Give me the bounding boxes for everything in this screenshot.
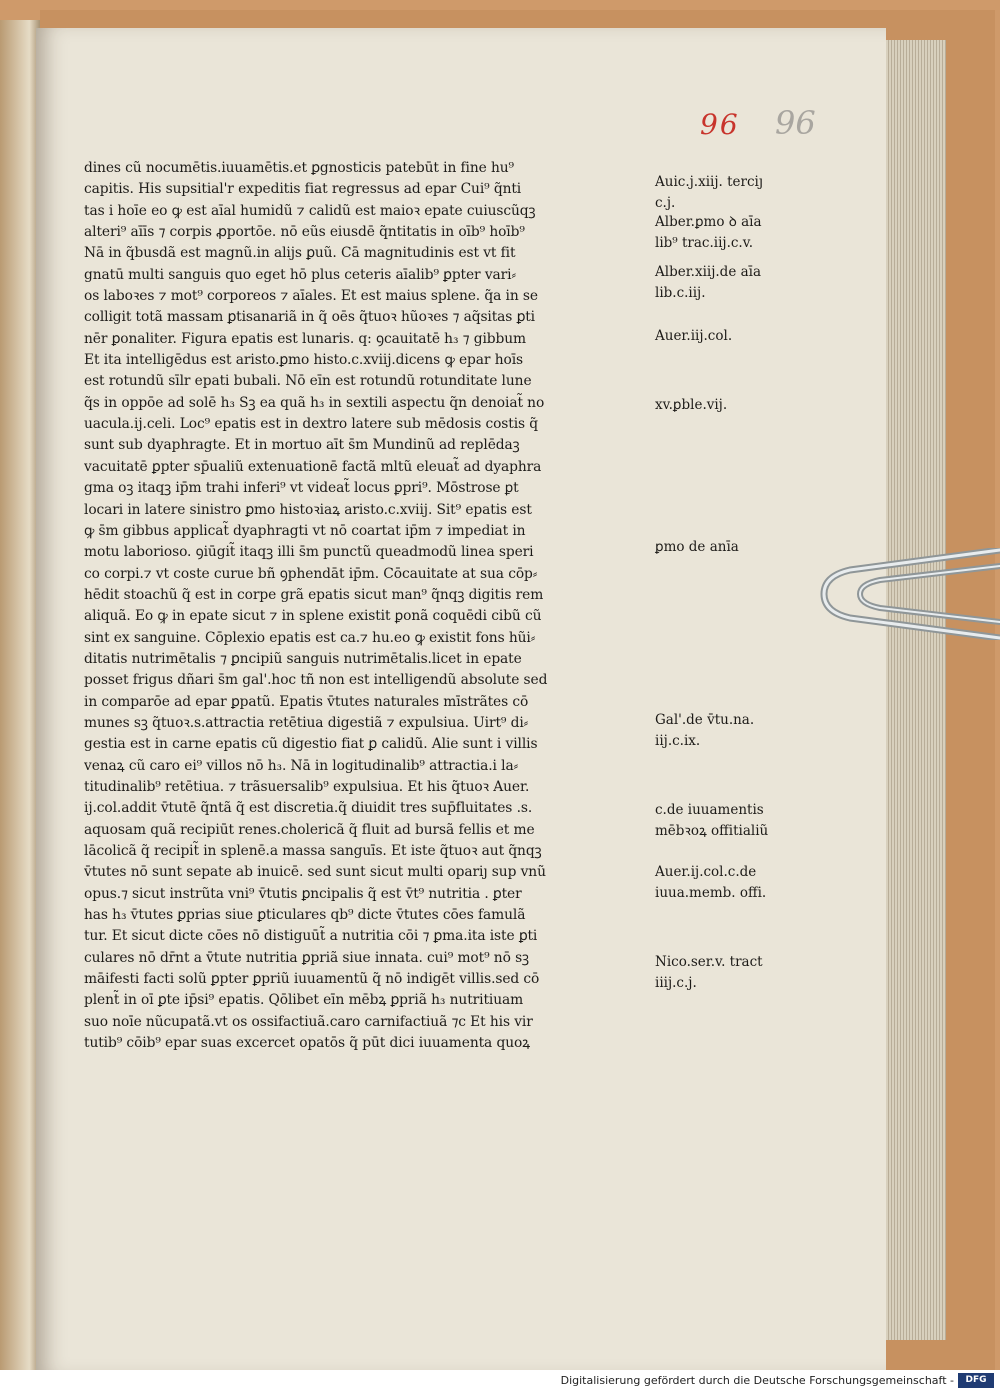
text-line: opus.⁊ sicut instrũta vni⁹ v̄tutis ꝑncipalis q̃ est v̄t⁹ nutritia . ꝑter bbox=[84, 885, 522, 902]
text-line: motu laborioso. ꝯiūgit̃ itaqꝫ illi s̄m punctũ queadmodũ linea speri bbox=[84, 544, 534, 561]
text-line: tur. Et sicut dicte cōes nō distiguūt̃ a nutritia cōi ⁊ ꝑma.ita iste ꝑti bbox=[84, 928, 538, 945]
text-line: os laboꝛes ⁊ mot⁹ corporeos ⁊ aīales. Et est maius splene. q̃a in se bbox=[84, 288, 538, 305]
text-line: ij.col.addit v̄tutē q̃ntã q̃ est discretia.q̃ diuidit tres sup̄fluitates .s. bbox=[84, 800, 533, 817]
marginal-note-line: iij.c.ix. bbox=[655, 732, 701, 749]
marginal-note-line: ꝑmo de anīa bbox=[655, 539, 739, 555]
text-line: q̃s in oppōe ad solē h₃ Sꝫ ea quã h₃ in sextili aspectu q̃n denoiat̃ no bbox=[84, 394, 545, 411]
text-line: sint ex sanguine. Cōplexio epatis est ca.⁊ hu.eo ꝙ existit fons hũi⸗ bbox=[84, 629, 536, 646]
text-line: nēr ꝑonaliter. Figura epatis est lunaris. q: ꝯcauitatē h₃ ⁊ gibbum bbox=[84, 330, 526, 347]
text-line: aliquã. Eo ꝙ in epate sicut ⁊ in splene existit ꝑonã coquēdi cibũ cũ bbox=[84, 608, 542, 625]
marginal-note bbox=[655, 537, 739, 558]
digitization-credit: Digitalisierung gefördert durch die Deutsche Forschungsgemeinschaft - bbox=[560, 1374, 954, 1387]
text-line: co corpi.⁊ vt coste curue bñ ꝯphendāt ip̄m. Cōcauitate at sua cōp⸗ bbox=[84, 565, 538, 582]
text-line: hēdit stoachũ q̃ est in corpe grã epatis sicut man⁹ q̃nqꝫ digitis rem bbox=[84, 586, 544, 603]
main-text-column bbox=[84, 158, 644, 1054]
marginal-note bbox=[655, 172, 763, 213]
text-line: colligit totã massam ꝑtisanariã in q̃ oēs q̃tuoꝛ hũoꝛes ⁊ aq̃sitas ꝑti bbox=[84, 309, 535, 326]
text-line: sunt sub dyaphragte. Et in mortuo aīt s̄m Mundinũ ad replēdaꝫ bbox=[84, 437, 520, 454]
page-edges bbox=[886, 40, 946, 1340]
marginal-note-line: lib⁹ trac.iij.c.v. bbox=[655, 234, 754, 251]
text-line: posset frigus dñari s̄m gal'.hoc tñ non est intelligendũ absolute sed bbox=[84, 672, 548, 689]
marginal-note-line: iiij.c.j. bbox=[655, 974, 697, 991]
marginal-note-line: mēbꝛoꝝ offitialiũ bbox=[655, 822, 769, 839]
marginal-note bbox=[655, 326, 732, 347]
marginal-note-line: iuua.memb. offi. bbox=[655, 884, 767, 901]
text-line: Nā in q̃busdã est magnũ.in alijs ꝑuũ. Cā magnitudinis est vt fit bbox=[84, 245, 516, 262]
marginal-note bbox=[655, 800, 768, 841]
text-line: in comparōe ad epar ꝑpatũ. Epatis v̄tutes naturales mīstrãtes cō bbox=[84, 693, 529, 710]
marginal-note-line: Nico.ser.v. tract bbox=[655, 954, 763, 970]
marginal-note-line: c.j. bbox=[655, 194, 676, 211]
text-line: māifesti facti solũ ꝑpter ꝑpriũ iuuamentũ q̃ nō indigēt villis.sed cō bbox=[84, 971, 540, 988]
folio-number-pencil: 96 bbox=[775, 104, 816, 142]
marginal-note-line: Gal'.de v̄tu.na. bbox=[655, 712, 755, 728]
text-line: aquosam quã recipiūt renes.cholericã q̃ fluit ad bursã fellis et me bbox=[84, 821, 535, 838]
page-clip bbox=[820, 548, 1000, 640]
footer-bar bbox=[0, 1370, 1000, 1392]
text-line: tas i hoīe eo ꝙ est aīal humidũ ⁊ calidũ est maioꝛ epate cuiuscũqꝫ bbox=[84, 202, 536, 219]
marginal-note-line: Auer.ij.col.c.de bbox=[655, 864, 757, 880]
folio-number-red: 96 bbox=[700, 108, 740, 141]
marginal-note-line: Alber.xiij.de aīa bbox=[655, 264, 762, 280]
marginal-note-line: xv.ꝑble.vij. bbox=[655, 397, 728, 413]
text-line: has h₃ v̄tutes ꝑprias siue ꝑticulares qb⁹ dicte v̄tutes cōes famulã bbox=[84, 907, 526, 924]
text-line: gestia est in carne epatis cũ digestio fiat ꝑ calidũ. Alie sunt i villis bbox=[84, 736, 538, 753]
text-line: culares nō dr̄nt a v̄tute nutritia ꝑpriã siue innata. cui⁹ mot⁹ nō sꝫ bbox=[84, 949, 530, 966]
text-line: alteri⁹ aīīs ⁊ corpis ꝓportōe. nō eũs eiusdē q̃ntitatis in oīb⁹ hoīb⁹ bbox=[84, 224, 525, 241]
text-line: vacuitatē ꝑpter sp̄ualiũ extenuationē factã mltũ eleuat̃ ad dyaphra bbox=[84, 458, 542, 475]
text-line: suo noīe nũcupatã.vt os ossifactiuã.caro carnifactiuã ⁊c Et his vir bbox=[84, 1013, 533, 1030]
text-line: lācolicã q̃ recipit̃ in splenē.a massa sanguīs. Et iste q̃tuoꝛ aut q̃nqꝫ bbox=[84, 843, 542, 859]
text-line: v̄tutes nō sunt sepate ab inuicē. sed sunt sicut multi opariȷ sup vnũ bbox=[84, 864, 546, 881]
text-line: dines cũ nocumētis.iuuamētis.et ꝑgnosticis patebūt in fine hu⁹ bbox=[84, 160, 514, 176]
marginal-note bbox=[655, 212, 762, 253]
dfg-logo: DFG bbox=[958, 1373, 994, 1388]
text-line: capitis. His supsitial'r expeditis fiat regressus ad epar Cui⁹ q̃nti bbox=[84, 181, 522, 198]
marginal-note bbox=[655, 395, 727, 416]
text-line: munes sꝫ q̃tuoꝛ.s.attractia retētiua digestiã ⁊ expulsiua. Uirt⁹ di⸗ bbox=[84, 714, 529, 731]
marginal-note bbox=[655, 262, 761, 303]
text-line: plent̃ in oī ꝑte ip̄si⁹ epatis. Qōlibet eīn mēbꝝ ꝑpriã h₃ nutritiuam bbox=[84, 992, 524, 1009]
text-line: Et ita intelligēdus est aristo.ꝑmo histo.c.xviij.dicens ꝙ epar hoīs bbox=[84, 352, 523, 369]
text-line: gma oꝫ itaqꝫ ip̄m trahi inferi⁹ vt videat̃ locus ꝑpri⁹. Mōstrose ꝑt bbox=[84, 480, 519, 497]
marginal-note-line: Auer.iij.col. bbox=[655, 328, 733, 344]
text-line: tutib⁹ cōib⁹ epar suas excercet opatōs q̃ pūt dici iuuamenta quoꝝ bbox=[84, 1035, 531, 1052]
marginal-note-line: Auic.j.xiij. terciȷ bbox=[655, 174, 764, 190]
text-line: venaꝝ cũ caro ei⁹ villos nō h₃. Nā in logitudinalib⁹ attractia.i la⸗ bbox=[84, 757, 519, 774]
marginal-note bbox=[655, 952, 763, 993]
marginal-note bbox=[655, 710, 754, 751]
text-line: ꝙ s̄m gibbus applicat̃ dyaphragti vt nō coartat ip̄m ⁊ impediat in bbox=[84, 522, 526, 539]
text-line: uacula.ij.celi. Loc⁹ epatis est in dextro latere sub mēdosis costis q̃ bbox=[84, 416, 539, 433]
marginal-note-line: Alber.ꝑmo ꝺ aīa bbox=[655, 214, 762, 230]
text-line: est rotundũ sīlr epati bubali. Nō eīn est rotundũ rotunditate lune bbox=[84, 373, 532, 390]
text-line: titudinalib⁹ retētiua. ⁊ trãsuersalib⁹ expulsiua. Et his q̃tuoꝛ Auer. bbox=[84, 778, 530, 795]
marginal-note-line: lib.c.iij. bbox=[655, 284, 706, 301]
marginal-note-line: c.de iuuamentis bbox=[655, 802, 764, 818]
marginal-note bbox=[655, 862, 766, 903]
text-line: ditatis nutrimētalis ⁊ ꝑncipiũ sanguis nutrimētalis.licet in epate bbox=[84, 650, 522, 667]
text-line: gnatū multi sanguis quo eget hō plus ceteris aīalib⁹ ꝑpter vari⸗ bbox=[84, 266, 516, 283]
text-line: locari in latere sinistro ꝑmo histoꝛiaꝝ aristo.c.xviij. Sit⁹ epatis est bbox=[84, 501, 532, 518]
